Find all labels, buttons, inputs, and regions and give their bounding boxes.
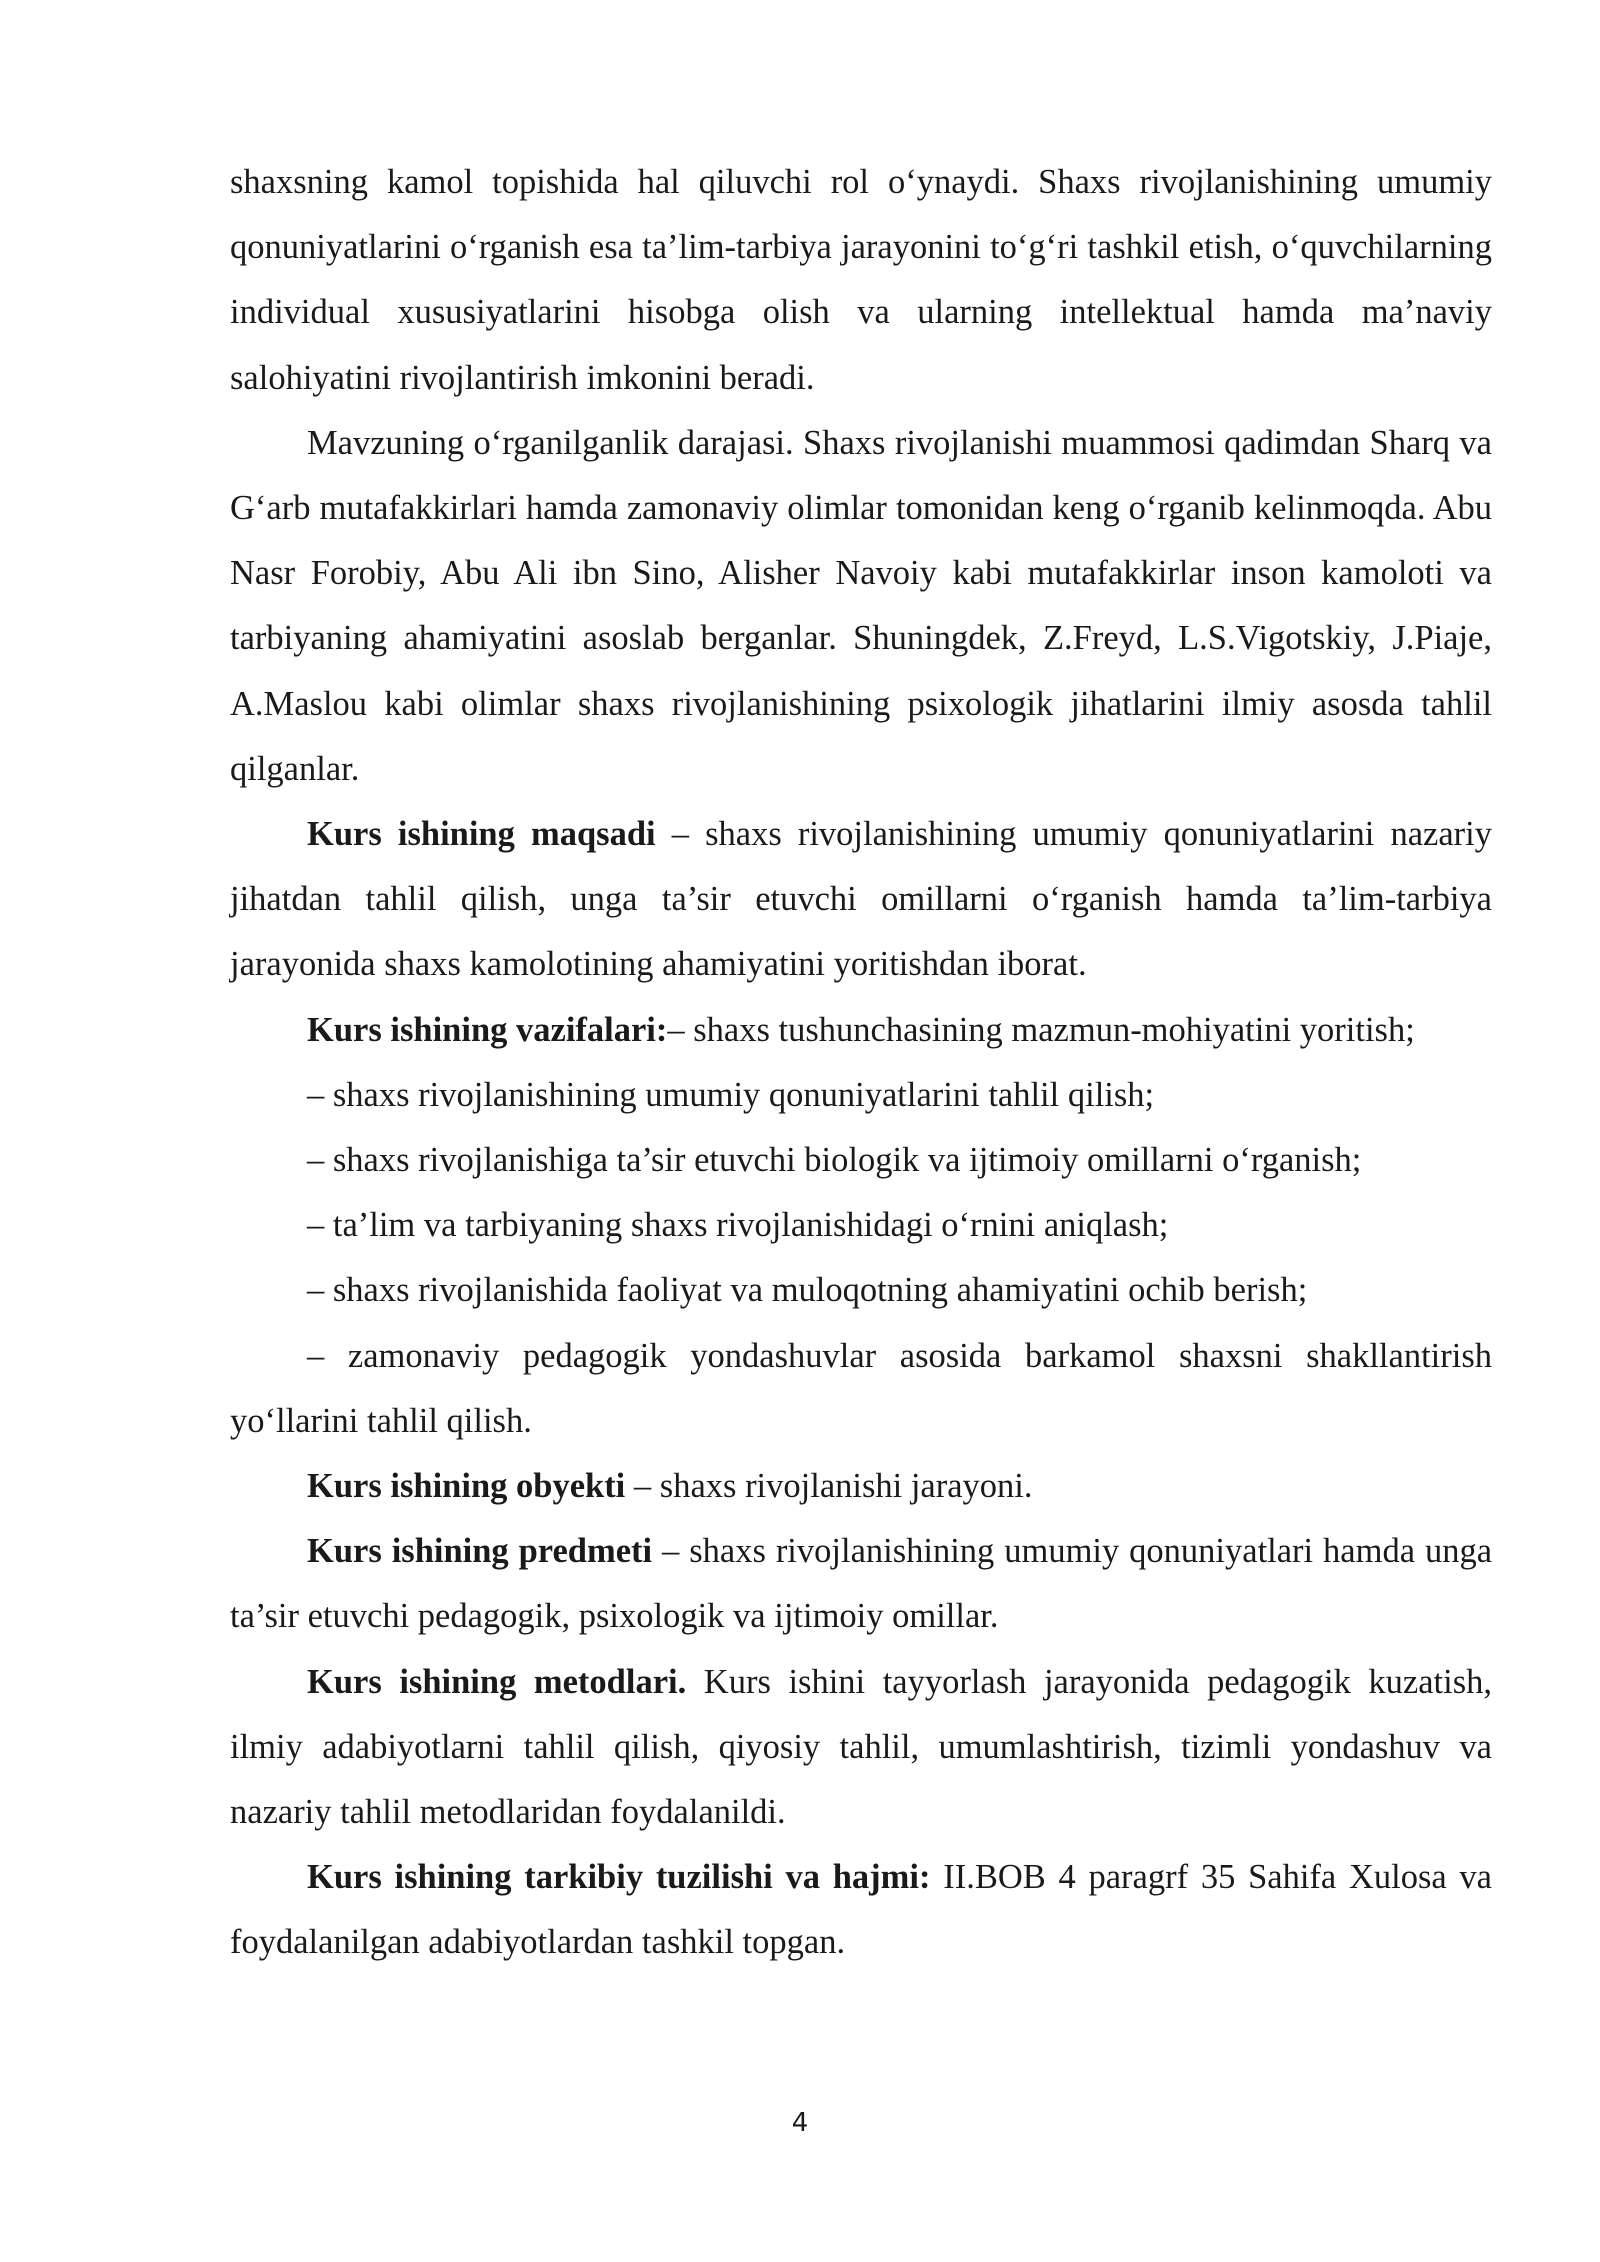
paragraph-subject bbox=[230, 1519, 1492, 1649]
paragraph-methods bbox=[230, 1650, 1492, 1846]
task-item: – zamonaviy pedagogik yondashuvlar asosida barkamol shaxsni shakllantirish yo‘llarini tahlil qilish. bbox=[230, 1336, 1492, 1440]
paragraph-intro: shaxsning kamol topishida hal qiluvchi rol o‘ynaydi. Shaxs rivojlanishining umumiy qonuniyatlarini o‘rganish esa ta’lim-tarbiya jarayonini to‘g‘ri tashkil etish, o‘quvchilarning individual xususiyatlarini hisobga olish va ularning intellektual hamda ma’naviy salohiyatini rivojlantirish imkonini beradi. bbox=[230, 163, 1492, 397]
tasks-label: Kurs ishining vazifalari: bbox=[307, 1010, 668, 1049]
methods-text: Kurs ishini tayyorlash jarayonida pedagogik kuzatish, ilmiy adabiyotlarni tahlil qilish, qiyosiy tahlil, umumlashtirish, tizimli yondashuv va nazariy tahlil metodlaridan foydalanildi. bbox=[230, 1662, 1492, 1832]
object-label: Kurs ishining obyekti bbox=[307, 1467, 626, 1506]
methods-label: Kurs ishining metodlari. bbox=[307, 1662, 687, 1701]
paragraph-object bbox=[230, 1454, 1492, 1519]
paragraph-structure bbox=[230, 1845, 1492, 1975]
task-item: – shaxs rivojlanishining umumiy qonuniyatlarini tahlil qilish; bbox=[307, 1075, 1155, 1114]
page-number: 4 bbox=[791, 2108, 809, 2138]
subject-label: Kurs ishining predmeti bbox=[307, 1532, 653, 1571]
tasks-text: – shaxs tushunchasining mazmun-mohiyatini yoritish; bbox=[667, 1010, 1415, 1049]
paragraph-research-level: Mavzuning o‘rganilganlik darajasi. Shaxs rivojlanishi muammosi qadimdan Sharq va G‘arb mutafakkirlari hamda zamonaviy olimlar tomonidan keng o‘rganib kelinmoqda. Abu Nasr Forobiy, Abu Ali ibn Sino, Alisher Navoiy kabi mutafakkirlar inson kamoloti va tarbiyaning ahamiyatini asoslab berganlar. Shuningdek, Z.Freyd, L.S.Vigotskiy, J.Piaje, A.Maslou kabi olimlar shaxs rivojlanishining psixologik jihatlarini ilmiy asosda tahlil qilganlar. bbox=[230, 423, 1492, 788]
structure-text: II.BOB 4 paragrf 35 Sahifa Xulosa va foydalanilgan adabiyotlardan tashkil topgan. bbox=[230, 1858, 1492, 1962]
paragraph-goal bbox=[230, 802, 1492, 998]
document-body bbox=[230, 150, 1492, 1976]
goal-label: Kurs ishining maqsadi bbox=[307, 815, 656, 854]
task-item: – ta’lim va tarbiyaning shaxs rivojlanishidagi o‘rnini aniqlash; bbox=[307, 1206, 1169, 1245]
subject-text: – shaxs rivojlanishining umumiy qonuniyatlari hamda unga ta’sir etuvchi pedagogik, psixologik va ijtimoiy omillar. bbox=[230, 1532, 1493, 1636]
task-item: – shaxs rivojlanishiga ta’sir etuvchi biologik va ijtimoiy omillarni o‘rganish; bbox=[307, 1141, 1362, 1180]
goal-text: – shaxs rivojlanishining umumiy qonuniyatlarini nazariy jihatdan tahlil qilish, unga ta’sir etuvchi omillarni o‘rganish hamda ta’lim-tarbiya jarayonida shaxs kamolotining ahamiyatini yoritishdan iborat. bbox=[230, 815, 1492, 984]
structure-label: Kurs ishining tarkibiy tuzilishi va hajmi: bbox=[307, 1858, 931, 1897]
paragraph-tasks bbox=[230, 998, 1492, 1063]
task-item: – shaxs rivojlanishida faoliyat va muloqotning ahamiyatini ochib berish; bbox=[307, 1271, 1308, 1310]
object-text: – shaxs rivojlanishi jarayoni. bbox=[625, 1467, 1033, 1506]
